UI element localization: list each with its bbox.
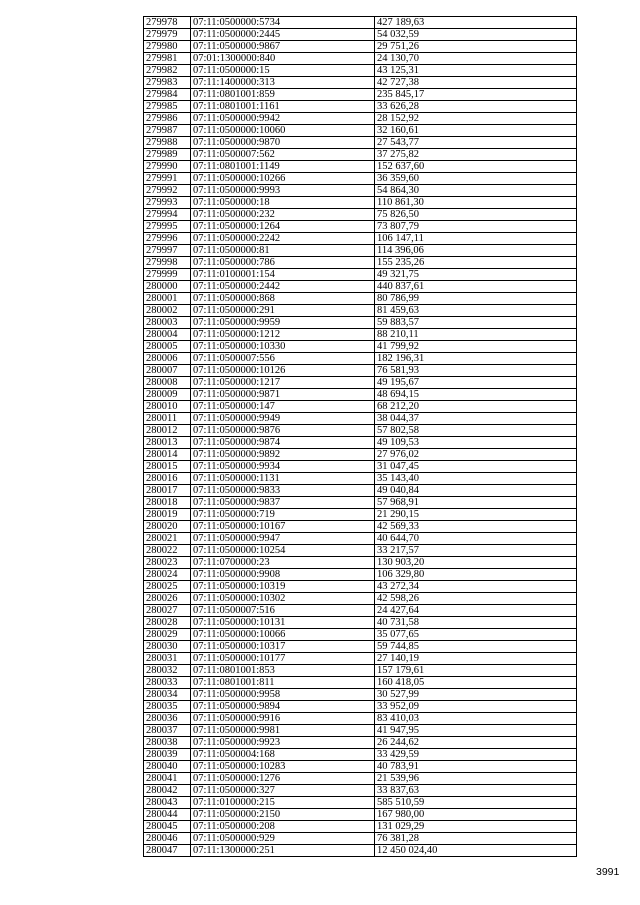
row-number-cell: 279981	[144, 53, 191, 65]
row-number-cell: 279986	[144, 113, 191, 125]
cadastral-number-cell: 07:11:0500000:9908	[191, 569, 375, 581]
table-row	[144, 581, 577, 593]
row-number-cell: 280030	[144, 641, 191, 653]
cadastral-number-cell: 07:11:0801001:1149	[191, 161, 375, 173]
cadastral-number-cell: 07:11:0500000:10266	[191, 173, 375, 185]
row-number-cell: 279980	[144, 41, 191, 53]
cadastral-number-cell: 07:11:0500000:208	[191, 821, 375, 833]
cadastral-number-cell: 07:11:0500000:868	[191, 293, 375, 305]
value-cell: 41 947,95	[375, 725, 577, 737]
value-cell: 27 543,77	[375, 137, 577, 149]
cadastral-number-cell: 07:11:0500000:10126	[191, 365, 375, 377]
value-cell: 130 903,20	[375, 557, 577, 569]
value-cell: 76 381,28	[375, 833, 577, 845]
value-cell: 33 429,59	[375, 749, 577, 761]
row-number-cell: 280018	[144, 497, 191, 509]
value-cell: 68 212,20	[375, 401, 577, 413]
table-row	[144, 149, 577, 161]
value-cell: 73 807,79	[375, 221, 577, 233]
table-row	[144, 461, 577, 473]
table-row	[144, 725, 577, 737]
value-cell: 131 029,29	[375, 821, 577, 833]
row-number-cell: 280039	[144, 749, 191, 761]
row-number-cell: 279982	[144, 65, 191, 77]
table-row	[144, 449, 577, 461]
row-number-cell: 280000	[144, 281, 191, 293]
cadastral-number-cell: 07:11:0500000:1131	[191, 473, 375, 485]
cadastral-number-cell: 07:11:0500000:2242	[191, 233, 375, 245]
table-row	[144, 665, 577, 677]
table-row	[144, 497, 577, 509]
table-row	[144, 209, 577, 221]
row-number-cell: 280034	[144, 689, 191, 701]
value-cell: 40 731,58	[375, 617, 577, 629]
cadastral-number-cell: 07:11:0500000:232	[191, 209, 375, 221]
cadastral-number-cell: 07:11:0500000:10066	[191, 629, 375, 641]
row-number-cell: 280033	[144, 677, 191, 689]
table-row	[144, 65, 577, 77]
table-row	[144, 257, 577, 269]
value-cell: 54 032,59	[375, 29, 577, 41]
value-cell: 235 845,17	[375, 89, 577, 101]
cadastral-number-cell: 07:11:0500000:2150	[191, 809, 375, 821]
value-cell: 21 290,15	[375, 509, 577, 521]
row-number-cell: 280047	[144, 845, 191, 857]
value-cell: 32 160,61	[375, 125, 577, 137]
table-row	[144, 833, 577, 845]
value-cell: 24 427,64	[375, 605, 577, 617]
value-cell: 49 040,84	[375, 485, 577, 497]
table-row	[144, 233, 577, 245]
value-cell: 585 510,59	[375, 797, 577, 809]
cadastral-number-cell: 07:11:0500000:10319	[191, 581, 375, 593]
row-number-cell: 280026	[144, 593, 191, 605]
cadastral-number-cell: 07:11:0500007:562	[191, 149, 375, 161]
cadastral-number-cell: 07:11:0500000:9949	[191, 413, 375, 425]
row-number-cell: 279989	[144, 149, 191, 161]
row-number-cell: 280045	[144, 821, 191, 833]
row-number-cell: 280016	[144, 473, 191, 485]
row-number-cell: 280008	[144, 377, 191, 389]
row-number-cell: 280046	[144, 833, 191, 845]
table-row	[144, 485, 577, 497]
table-row	[144, 545, 577, 557]
table-row	[144, 593, 577, 605]
table-row	[144, 569, 577, 581]
table-row	[144, 689, 577, 701]
table-row	[144, 185, 577, 197]
value-cell: 49 195,67	[375, 377, 577, 389]
table-row	[144, 29, 577, 41]
cadastral-number-cell: 07:11:0500000:9947	[191, 533, 375, 545]
value-cell: 21 539,96	[375, 773, 577, 785]
cadastral-number-cell: 07:11:0500000:10177	[191, 653, 375, 665]
row-number-cell: 280044	[144, 809, 191, 821]
cadastral-number-cell: 07:11:0500000:9892	[191, 449, 375, 461]
cadastral-number-cell: 07:11:0500000:10330	[191, 341, 375, 353]
row-number-cell: 280012	[144, 425, 191, 437]
cadastral-number-cell: 07:11:0801001:859	[191, 89, 375, 101]
row-number-cell: 280023	[144, 557, 191, 569]
cadastral-number-cell: 07:11:0700000:23	[191, 557, 375, 569]
row-number-cell: 280009	[144, 389, 191, 401]
cadastral-number-cell: 07:11:0500000:9874	[191, 437, 375, 449]
cadastral-number-cell: 07:11:0500000:147	[191, 401, 375, 413]
row-number-cell: 280035	[144, 701, 191, 713]
value-cell: 31 047,45	[375, 461, 577, 473]
value-cell: 83 410,03	[375, 713, 577, 725]
cadastral-number-cell: 07:11:0500000:9959	[191, 317, 375, 329]
value-cell: 106 329,80	[375, 569, 577, 581]
cadastral-number-cell: 07:11:0801001:853	[191, 665, 375, 677]
value-cell: 28 152,92	[375, 113, 577, 125]
table-row	[144, 137, 577, 149]
table-row	[144, 617, 577, 629]
row-number-cell: 279990	[144, 161, 191, 173]
table-row	[144, 305, 577, 317]
cadastral-number-cell: 07:11:0500000:10131	[191, 617, 375, 629]
cadastral-number-cell: 07:11:0500007:516	[191, 605, 375, 617]
cadastral-number-cell: 07:11:0500000:1212	[191, 329, 375, 341]
table-row	[144, 701, 577, 713]
cadastral-number-cell: 07:11:0500000:929	[191, 833, 375, 845]
value-cell: 59 883,57	[375, 317, 577, 329]
row-number-cell: 280011	[144, 413, 191, 425]
row-number-cell: 280010	[144, 401, 191, 413]
cadastral-number-cell: 07:11:1400000:313	[191, 77, 375, 89]
cadastral-number-cell: 07:11:0500000:9833	[191, 485, 375, 497]
cadastral-number-cell: 07:11:0500000:1264	[191, 221, 375, 233]
row-number-cell: 280032	[144, 665, 191, 677]
row-number-cell: 280013	[144, 437, 191, 449]
table-row	[144, 341, 577, 353]
value-cell: 57 968,91	[375, 497, 577, 509]
row-number-cell: 280017	[144, 485, 191, 497]
cadastral-number-cell: 07:11:0500000:1217	[191, 377, 375, 389]
value-cell: 49 321,75	[375, 269, 577, 281]
row-number-cell: 279985	[144, 101, 191, 113]
table-row	[144, 197, 577, 209]
value-cell: 41 799,92	[375, 341, 577, 353]
value-cell: 114 396,06	[375, 245, 577, 257]
table-row	[144, 77, 577, 89]
value-cell: 427 189,63	[375, 17, 577, 29]
value-cell: 43 272,34	[375, 581, 577, 593]
value-cell: 33 837,63	[375, 785, 577, 797]
cadastral-number-cell: 07:11:0500000:9837	[191, 497, 375, 509]
row-number-cell: 280024	[144, 569, 191, 581]
cadastral-number-cell: 07:11:0100001:154	[191, 269, 375, 281]
value-cell: 81 459,63	[375, 305, 577, 317]
cadastral-number-cell: 07:11:0500000:10060	[191, 125, 375, 137]
value-cell: 40 644,70	[375, 533, 577, 545]
table-row	[144, 53, 577, 65]
cadastral-number-cell: 07:11:0500000:9934	[191, 461, 375, 473]
row-number-cell: 279984	[144, 89, 191, 101]
cadastral-number-cell: 07:11:0500004:168	[191, 749, 375, 761]
table-row	[144, 329, 577, 341]
value-cell: 59 744,85	[375, 641, 577, 653]
table-row	[144, 161, 577, 173]
row-number-cell: 280022	[144, 545, 191, 557]
cadastral-number-cell: 07:11:0500000:327	[191, 785, 375, 797]
table-row	[144, 113, 577, 125]
cadastral-number-cell: 07:11:0500000:9958	[191, 689, 375, 701]
cadastral-number-cell: 07:11:0500000:10283	[191, 761, 375, 773]
value-cell: 49 109,53	[375, 437, 577, 449]
cadastral-number-cell: 07:11:0500000:1276	[191, 773, 375, 785]
table-row	[144, 41, 577, 53]
value-cell: 80 786,99	[375, 293, 577, 305]
cadastral-number-cell: 07:11:0500000:10254	[191, 545, 375, 557]
row-number-cell: 279978	[144, 17, 191, 29]
table-row	[144, 785, 577, 797]
table-row	[144, 749, 577, 761]
row-number-cell: 280038	[144, 737, 191, 749]
table-row	[144, 797, 577, 809]
table-row	[144, 641, 577, 653]
row-number-cell: 279983	[144, 77, 191, 89]
row-number-cell: 280037	[144, 725, 191, 737]
value-cell: 33 217,57	[375, 545, 577, 557]
row-number-cell: 279999	[144, 269, 191, 281]
row-number-cell: 280031	[144, 653, 191, 665]
row-number-cell: 280001	[144, 293, 191, 305]
table-row	[144, 101, 577, 113]
value-cell: 36 359,60	[375, 173, 577, 185]
row-number-cell: 280015	[144, 461, 191, 473]
table-row	[144, 473, 577, 485]
value-cell: 35 143,40	[375, 473, 577, 485]
table-row	[144, 389, 577, 401]
table-row	[144, 125, 577, 137]
cadastral-number-cell: 07:11:0500000:291	[191, 305, 375, 317]
value-cell: 167 980,00	[375, 809, 577, 821]
value-cell: 75 826,50	[375, 209, 577, 221]
page-number: 3991	[596, 866, 620, 878]
value-cell: 30 527,99	[375, 689, 577, 701]
cadastral-number-cell: 07:11:0100000:215	[191, 797, 375, 809]
cadastral-number-cell: 07:11:0500000:9867	[191, 41, 375, 53]
row-number-cell: 280003	[144, 317, 191, 329]
value-cell: 33 952,09	[375, 701, 577, 713]
row-number-cell: 279987	[144, 125, 191, 137]
table-row	[144, 17, 577, 29]
row-number-cell: 280028	[144, 617, 191, 629]
value-cell: 35 077,65	[375, 629, 577, 641]
row-number-cell: 279998	[144, 257, 191, 269]
table-row	[144, 845, 577, 857]
table-body	[144, 17, 577, 857]
row-number-cell: 279994	[144, 209, 191, 221]
data-table	[143, 16, 577, 857]
value-cell: 42 569,33	[375, 521, 577, 533]
row-number-cell: 280025	[144, 581, 191, 593]
table-row	[144, 89, 577, 101]
row-number-cell: 280005	[144, 341, 191, 353]
value-cell: 42 727,38	[375, 77, 577, 89]
table-row	[144, 653, 577, 665]
row-number-cell: 280020	[144, 521, 191, 533]
row-number-cell: 280040	[144, 761, 191, 773]
value-cell: 155 235,26	[375, 257, 577, 269]
table-row	[144, 317, 577, 329]
table-row	[144, 773, 577, 785]
table-row	[144, 761, 577, 773]
cadastral-number-cell: 07:11:0500000:9916	[191, 713, 375, 725]
cadastral-number-cell: 07:11:0500000:9870	[191, 137, 375, 149]
cadastral-number-cell: 07:11:0801001:1161	[191, 101, 375, 113]
row-number-cell: 279979	[144, 29, 191, 41]
cadastral-number-cell: 07:11:0500000:9942	[191, 113, 375, 125]
table-row	[144, 245, 577, 257]
cadastral-number-cell: 07:11:0500000:9993	[191, 185, 375, 197]
row-number-cell: 279995	[144, 221, 191, 233]
table-row	[144, 605, 577, 617]
value-cell: 157 179,61	[375, 665, 577, 677]
row-number-cell: 279992	[144, 185, 191, 197]
cadastral-number-cell: 07:11:0500000:786	[191, 257, 375, 269]
value-cell: 12 450 024,40	[375, 845, 577, 857]
row-number-cell: 280014	[144, 449, 191, 461]
row-number-cell: 279993	[144, 197, 191, 209]
table-row	[144, 269, 577, 281]
table-row	[144, 173, 577, 185]
table-row	[144, 353, 577, 365]
data-table-wrapper	[143, 16, 577, 857]
table-row	[144, 413, 577, 425]
row-number-cell: 280029	[144, 629, 191, 641]
value-cell: 29 751,26	[375, 41, 577, 53]
row-number-cell: 280027	[144, 605, 191, 617]
cadastral-number-cell: 07:11:0500000:9876	[191, 425, 375, 437]
table-row	[144, 521, 577, 533]
row-number-cell: 280041	[144, 773, 191, 785]
row-number-cell: 280043	[144, 797, 191, 809]
value-cell: 40 783,91	[375, 761, 577, 773]
value-cell: 88 210,11	[375, 329, 577, 341]
cadastral-number-cell: 07:11:0500000:2445	[191, 29, 375, 41]
table-row	[144, 557, 577, 569]
value-cell: 76 581,93	[375, 365, 577, 377]
table-row	[144, 221, 577, 233]
cadastral-number-cell: 07:11:0500000:9923	[191, 737, 375, 749]
cadastral-number-cell: 07:11:0500000:2442	[191, 281, 375, 293]
table-row	[144, 713, 577, 725]
cadastral-number-cell: 07:11:0500000:18	[191, 197, 375, 209]
value-cell: 160 418,05	[375, 677, 577, 689]
value-cell: 182 196,31	[375, 353, 577, 365]
value-cell: 24 130,70	[375, 53, 577, 65]
value-cell: 54 864,30	[375, 185, 577, 197]
cadastral-number-cell: 07:11:0500007:556	[191, 353, 375, 365]
row-number-cell: 280019	[144, 509, 191, 521]
table-row	[144, 365, 577, 377]
value-cell: 152 637,60	[375, 161, 577, 173]
table-row	[144, 281, 577, 293]
row-number-cell: 280021	[144, 533, 191, 545]
value-cell: 33 626,28	[375, 101, 577, 113]
row-number-cell: 280036	[144, 713, 191, 725]
value-cell: 43 125,31	[375, 65, 577, 77]
cadastral-number-cell: 07:11:0801001:811	[191, 677, 375, 689]
table-row	[144, 533, 577, 545]
cadastral-number-cell: 07:11:0500000:81	[191, 245, 375, 257]
row-number-cell: 280004	[144, 329, 191, 341]
table-row	[144, 293, 577, 305]
table-row	[144, 629, 577, 641]
cadastral-number-cell: 07:11:0500000:9981	[191, 725, 375, 737]
row-number-cell: 279996	[144, 233, 191, 245]
value-cell: 27 140,19	[375, 653, 577, 665]
value-cell: 27 976,02	[375, 449, 577, 461]
table-row	[144, 377, 577, 389]
cadastral-number-cell: 07:11:0500000:15	[191, 65, 375, 77]
table-row	[144, 737, 577, 749]
row-number-cell: 280002	[144, 305, 191, 317]
cadastral-number-cell: 07:11:0500000:10317	[191, 641, 375, 653]
table-row	[144, 401, 577, 413]
value-cell: 440 837,61	[375, 281, 577, 293]
row-number-cell: 280007	[144, 365, 191, 377]
table-row	[144, 821, 577, 833]
cadastral-number-cell: 07:11:1300000:251	[191, 845, 375, 857]
row-number-cell: 279997	[144, 245, 191, 257]
table-row	[144, 809, 577, 821]
table-row	[144, 425, 577, 437]
table-row	[144, 437, 577, 449]
row-number-cell: 279991	[144, 173, 191, 185]
value-cell: 106 147,11	[375, 233, 577, 245]
cadastral-number-cell: 07:11:0500000:10302	[191, 593, 375, 605]
cadastral-number-cell: 07:11:0500000:9871	[191, 389, 375, 401]
row-number-cell: 280042	[144, 785, 191, 797]
value-cell: 26 244,62	[375, 737, 577, 749]
value-cell: 37 275,82	[375, 149, 577, 161]
value-cell: 42 598,26	[375, 593, 577, 605]
cadastral-number-cell: 07:11:0500000:9894	[191, 701, 375, 713]
cadastral-number-cell: 07:11:0500000:10167	[191, 521, 375, 533]
cadastral-number-cell: 07:11:0500000:5734	[191, 17, 375, 29]
cadastral-number-cell: 07:01:1300000:840	[191, 53, 375, 65]
table-row	[144, 509, 577, 521]
row-number-cell: 279988	[144, 137, 191, 149]
value-cell: 110 861,30	[375, 197, 577, 209]
value-cell: 57 802,58	[375, 425, 577, 437]
row-number-cell: 280006	[144, 353, 191, 365]
table-row	[144, 677, 577, 689]
cadastral-number-cell: 07:11:0500000:719	[191, 509, 375, 521]
value-cell: 38 044,37	[375, 413, 577, 425]
value-cell: 48 694,15	[375, 389, 577, 401]
